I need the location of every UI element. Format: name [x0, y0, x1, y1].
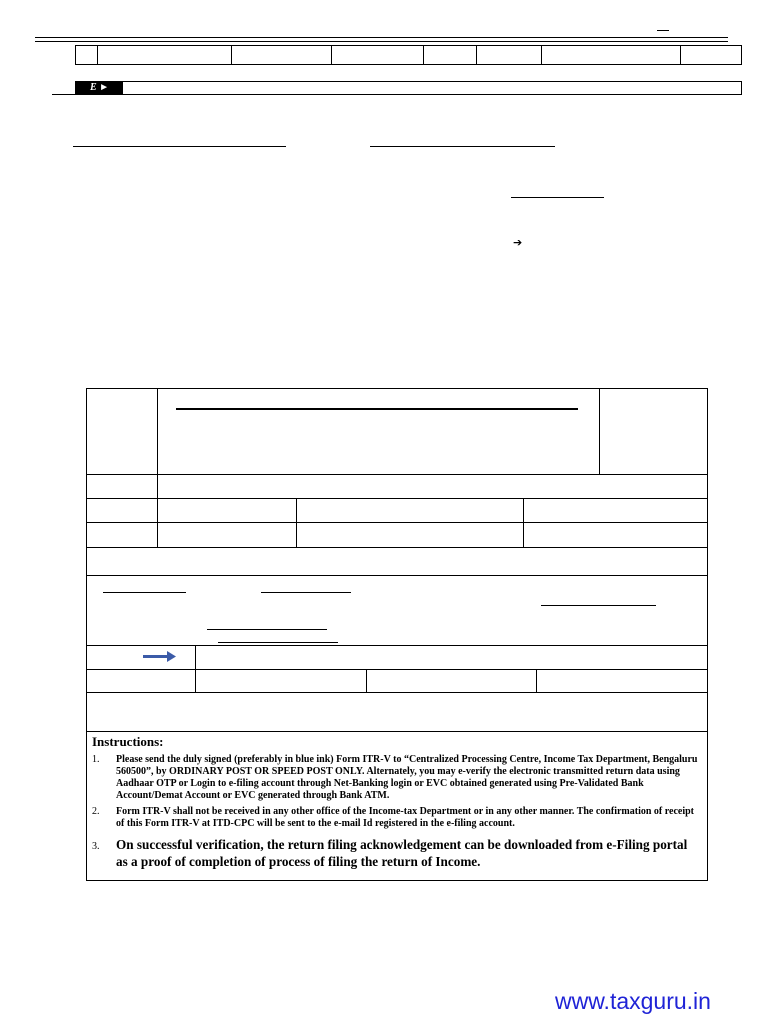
- instruction-number: 1.: [92, 754, 100, 765]
- e-row-left-rule: [52, 94, 76, 95]
- form-row-rule: [86, 645, 708, 646]
- table-cell: [232, 46, 332, 65]
- e-filing-marker: E ►: [76, 82, 123, 94]
- fill-line: [261, 592, 351, 593]
- instructions-title: Instructions:: [92, 734, 164, 749]
- fill-line: [370, 146, 555, 147]
- fill-line: [103, 592, 186, 593]
- blue-arrow-icon: [143, 650, 177, 664]
- form-left-cell-divider: [157, 388, 158, 547]
- form-row-rule: [86, 731, 708, 732]
- form-row-rule: [86, 575, 708, 576]
- form-col-divider: [523, 498, 524, 547]
- fill-line: [207, 629, 327, 630]
- instructions-section: [92, 736, 702, 874]
- form-col-divider: [366, 669, 367, 692]
- header-rule-top: [35, 37, 728, 38]
- instruction-number: 3.: [92, 841, 100, 852]
- form-row-rule: [86, 474, 708, 475]
- table-cell: [76, 46, 98, 65]
- form-row-rule: [86, 692, 708, 693]
- table-cell: [98, 46, 232, 65]
- page-mark: [657, 30, 669, 31]
- header-table: [75, 45, 742, 65]
- instructions-list: [92, 754, 702, 870]
- instruction-number: 2.: [92, 806, 100, 817]
- instruction-item: [92, 754, 702, 802]
- header-rule-bottom: [35, 41, 728, 42]
- fill-line: [73, 146, 286, 147]
- form-right-cell-divider: [599, 388, 600, 474]
- table-cell: [681, 46, 742, 65]
- site-watermark: www.taxguru.in: [555, 988, 711, 1014]
- form-title-rule: [176, 408, 578, 410]
- instruction-text: On successful verification, the return filing acknowledgement can be downloaded from e-Filing portal as a proof of completion of process of filing the return of Income.: [116, 837, 688, 869]
- instruction-text: Please send the duly signed (preferably in blue ink) Form ITR-V to “Centralized Processing Centre, Income Tax Department, Bengaluru 560500”, by ORDINARY POST OR SPEED POST ONLY. Alternately, you may e-verify the electronic transmitted return data using Aadhaar OTP or Login to e-filing account through Net-Banking login or EVC obtained generated using Pre-Validated Bank Account/Demat Account or EVC generated through Bank ATM.: [116, 754, 698, 801]
- e-row: [75, 81, 742, 95]
- form-row-rule: [86, 669, 708, 670]
- instruction-item: [92, 836, 702, 870]
- form-row-rule: [86, 547, 708, 548]
- form-row-rule: [86, 498, 708, 499]
- table-cell: [542, 46, 681, 65]
- table-cell: [424, 46, 477, 65]
- instruction-text: Form ITR-V shall not be received in any other office of the Income-tax Department or in any other manner. The confirmation of receipt of this Form ITR-V at ITD-CPC will be sent to the e-mail Id registered in the e-filing account.: [116, 806, 694, 829]
- form-row-rule: [86, 522, 708, 523]
- arrow-right-icon: ➔: [513, 236, 523, 249]
- form-col-divider: [536, 669, 537, 692]
- fill-line: [511, 197, 604, 198]
- table-cell: [477, 46, 542, 65]
- fill-line: [541, 605, 656, 606]
- table-cell: [332, 46, 424, 65]
- form-col-divider: [296, 498, 297, 547]
- table-row: [76, 46, 742, 65]
- instruction-item: [92, 806, 702, 830]
- fill-line: [218, 642, 338, 643]
